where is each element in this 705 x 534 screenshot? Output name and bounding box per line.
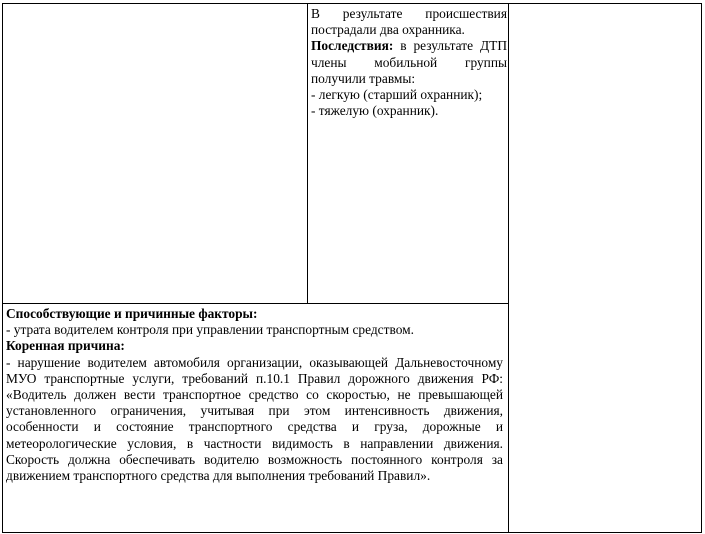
root-cause-text: - нарушение водителем автомобиля организации, оказывающей Дальневосточному МУО транспортные услуги, требований п.10.1 Правил дорожного движения РФ: «Водитель должен вести транспортное средство со скоростью, не превышающей установленного ограничения, учитывая при этом интенсивность движения, особенности и состояние транспортного средства и груза, дорожные и метеорологические условия, в частности видимость в направлении движения. Скорость должна обеспечивать водителю возможность постоянного контроля за движением транспортного средства для выполнения требований Правил». <box>6 354 503 484</box>
column-divider-1 <box>307 3 308 304</box>
right-column-cell <box>509 4 701 532</box>
injury-item-severe: - тяжелую (охранник). <box>311 103 439 119</box>
causes-cell <box>6 306 503 484</box>
consequences-label: Последствия: <box>311 38 394 54</box>
table-border-right <box>701 3 702 533</box>
contributing-factors-text: - утрата водителем контроля при управлении транспортным средством. <box>6 322 414 338</box>
incident-consequences-cell <box>311 6 507 119</box>
consequences-paragraph <box>311 38 507 87</box>
injury-item-light: - легкую (старший охранник); <box>311 87 483 103</box>
row-divider <box>2 303 509 304</box>
injured-note: В результате происшествия пострадали два охранника. <box>311 6 507 38</box>
table-border-bottom <box>2 532 702 533</box>
consequences-text: в результате ДТП члены мобильной группы получили травмы: <box>311 38 507 86</box>
contributing-factors-heading: Способствующие и причинные факторы: <box>6 306 258 321</box>
top-left-cell <box>3 4 307 303</box>
root-cause-heading: Коренная причина: <box>6 338 125 354</box>
